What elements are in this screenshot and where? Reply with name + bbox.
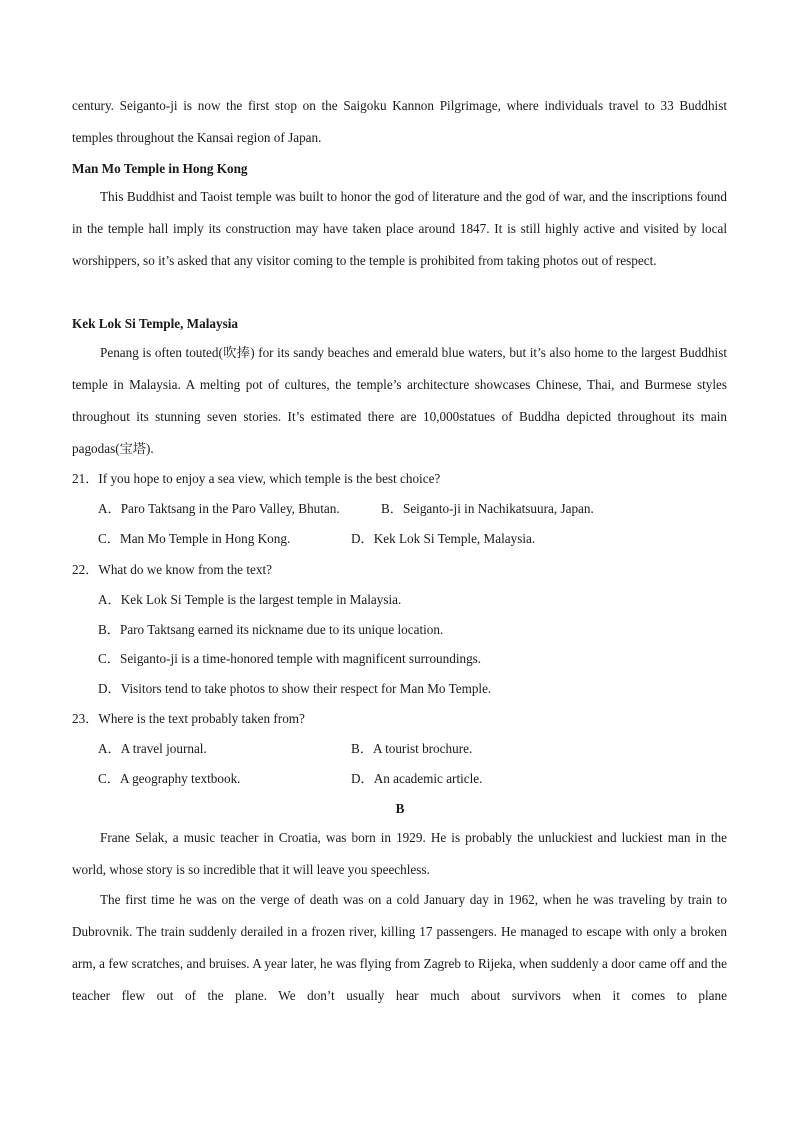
question-21-option-b[interactable]: B．Seiganto-ji in Nachikatsuura, Japan.	[381, 501, 594, 516]
question-22-option-a[interactable]: A．Kek Lok Si Temple is the largest temple in Malaysia.	[98, 592, 402, 607]
paragraph-seiganto-end: century. Seiganto-ji is now the first stop on the Saigoku Kannon Pilgrimage, where individuals travel to 33 Buddhist temples throughout the Kansai region of Japan.	[72, 98, 727, 145]
section-label-b: B	[395, 801, 405, 816]
paragraph-kek-lok-si-temple: Penang is often touted(吹捧) for its sandy beaches and emerald blue waters, but it’s also home to the largest Buddhist temple in Malaysia. A melting pot of cultures, the temple’s architecture showcases Chinese, Thai, and Burmese styles throughout its stunning seven stories. It’s estimated there are 10,000statues of Buddha depicted throughout its main pagodas(宝塔).	[72, 345, 727, 456]
question-21-option-a[interactable]: A．Paro Taktsang in the Paro Valley, Bhutan.	[98, 501, 340, 516]
question-22-option-c[interactable]: C．Seiganto-ji is a time-honored temple with magnificent surroundings.	[98, 651, 482, 666]
question-22-stem: 22．What do we know from the text?	[72, 562, 272, 577]
question-23-stem: 23．Where is the text probably taken from?	[72, 711, 305, 726]
heading-kek-lok-si-temple: Kek Lok Si Temple, Malaysia	[72, 316, 238, 331]
question-22-option-d[interactable]: D．Visitors tend to take photos to show their respect for Man Mo Temple.	[98, 681, 492, 696]
question-21-option-c[interactable]: C．Man Mo Temple in Hong Kong.	[98, 531, 291, 546]
question-23-option-c[interactable]: C．A geography textbook.	[98, 771, 241, 786]
paragraph-b-1: Frane Selak, a music teacher in Croatia, was born in 1929. He is probably the unluckiest and luckiest man in the world, whose story is so incredible that it will leave you speechless.	[72, 830, 727, 877]
question-23-option-d[interactable]: D．An academic article.	[351, 771, 483, 786]
question-23-option-a[interactable]: A．A travel journal.	[98, 741, 207, 756]
heading-man-mo-temple: Man Mo Temple in Hong Kong	[72, 161, 248, 176]
paragraph-man-mo-temple: This Buddhist and Taoist temple was built to honor the god of literature and the god of war, and the inscriptions found in the temple hall imply its construction may have taken place around 1847. It is still highly active and visited by local worshippers, so it’s asked that any visitor coming to the temple is prohibited from taking photos out of respect.	[72, 189, 727, 268]
question-21-option-d[interactable]: D．Kek Lok Si Temple, Malaysia.	[351, 531, 536, 546]
question-22-option-b[interactable]: B．Paro Taktsang earned its nickname due to its unique location.	[98, 622, 444, 637]
paragraph-b-2: The first time he was on the verge of death was on a cold January day in 1962, when he was traveling by train to Dubrovnik. The train suddenly derailed in a frozen river, killing 17 passengers. He managed to escape with only a broken arm, a few scratches, and bruises. A year later, he was flying from Zagreb to Rijeka, when suddenly a door came off and the teacher flew out of the plane. We don’t usually hear much about survivors when it comes to plane	[72, 892, 727, 1003]
question-23-option-b[interactable]: B．A tourist brochure.	[351, 741, 473, 756]
question-21-stem: 21．If you hope to enjoy a sea view, which temple is the best choice?	[72, 471, 441, 486]
